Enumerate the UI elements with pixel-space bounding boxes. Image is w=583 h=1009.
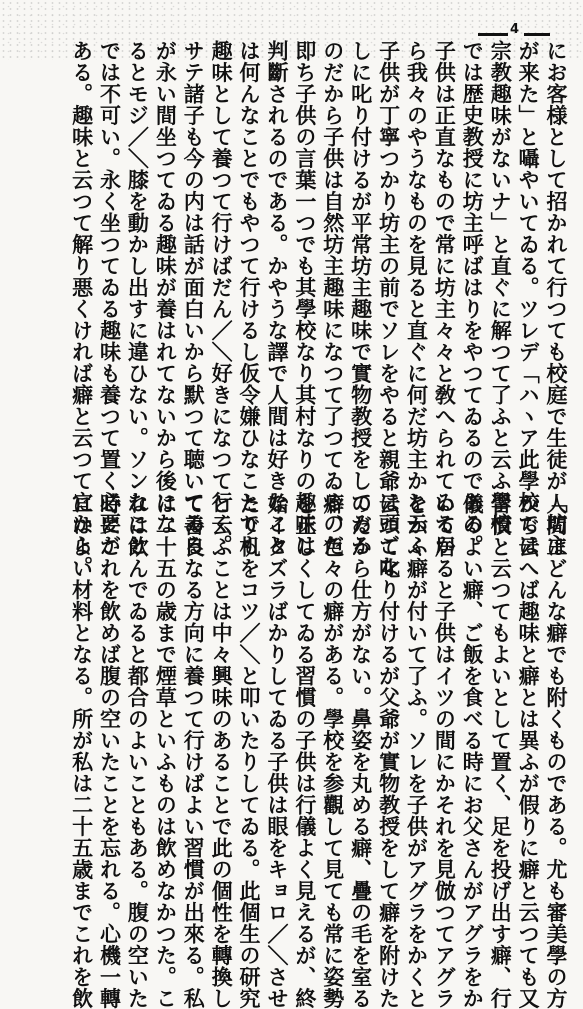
- text-column: 判斷されるのである。かやうな譯で人間は好きなこと: [264, 40, 290, 556]
- text-column: にはよい材料となる。所が私は二十五歳までこれを飲: [69, 493, 95, 1009]
- text-column: て善良なる方向に養つて行けばよい習慣が出來る。私: [181, 493, 207, 1009]
- header-rule-left: [478, 33, 508, 36]
- page-number: 4: [510, 22, 520, 37]
- text-column: では歴史教授に坊主呼ばはりをやつてゐるのである。: [460, 40, 486, 556]
- text-column: 即ち子供の言葉一つでも其學校なり其村なりの趣味は: [292, 40, 318, 556]
- text-column: 宗教趣味がないナ」と直ぐに解つて了ふと云ふ學校: [488, 40, 514, 535]
- text-column: 子供が丁寧つかり坊主の前でソレをやると親爺は頭ごな: [376, 40, 402, 578]
- text-column: をかく癖が付いて了ふ。ソレを子供がアグラをかくと: [404, 493, 430, 1009]
- text-column: たり机をコツ／＼と叩いたりしてゐる。此個生の研究: [237, 493, 263, 1009]
- text-column: るとモジ／＼膝を動かし出すに違ひない。ソンなこと: [125, 40, 151, 556]
- text-column: では不可い。永く坐つてゐる趣味も養つて置く必要が: [97, 40, 123, 556]
- text-column: 人間はどんな癖でも附くものである。尤も審美學の方: [544, 493, 569, 1009]
- header-rule-right: [524, 33, 550, 36]
- text-column: 時にこれを飲めば腹の空いたことを忘れる。心機一轉: [97, 493, 123, 1009]
- text-column: いて居ると子供はイツの間にかそれを見倣つてアグラ: [432, 493, 458, 1009]
- text-column: れは飲んでゐると都合のよいこともある。腹の空いた: [125, 493, 151, 1009]
- text-column: ら我々のやうなものを見ると直ぐに何だ坊主かと云ふ: [404, 40, 430, 556]
- text-column: しに叱り付けるが平常坊主趣味で實物教授をしてゐる: [348, 40, 374, 556]
- text-column: 習慣と云つてもよいとして置く、足を投げ出す癖、行: [488, 493, 514, 1009]
- text-column: にお客様として招かれて行つても校庭で生徒が「坊主: [544, 40, 569, 556]
- text-column: が来た」と囁やいてゐる。ツレデ「ハヽア此學校では: [516, 40, 542, 556]
- text-column: サテ諸子も今の内は話が面白いから默つて聴いてゐる: [181, 40, 207, 556]
- text-column: から云へば趣味と癖とは異ふが假りに癖と云つても又: [516, 493, 542, 1009]
- text-column: 子供は正直なもので常に坊主々々と敎へられてゐるか: [432, 40, 458, 556]
- text-column: を正しくしてゐる習慣の子供は行儀よく見えるが、終: [292, 493, 318, 1009]
- text-column: が永い間坐つてゐる趣味が養はれてないから後にな: [153, 40, 179, 535]
- text-column: と云ふことは中々興味のあることで此の個性を轉換し: [209, 493, 235, 1009]
- text-block-bottom: [0, 493, 570, 1009]
- text-column: 趣味として養つて行けばだん／＼好きになつて行く。: [209, 40, 235, 556]
- text-block-top: [0, 40, 570, 578]
- text-column: は二十五の歳まで煙草といふものは飲めなかつた。こ: [153, 493, 179, 1009]
- text-column: 始イタズラばかりしてゐる子供は眼をキョロ／＼させ: [264, 493, 290, 1009]
- text-column: 癖、色々の癖がある。學校を参觀して見ても常に姿勢: [320, 493, 346, 1009]
- text-column: は何んなことでもやつて行けるし仮令嫌ひなことでも: [237, 40, 263, 556]
- text-column: のだから仕方がない。鼻姿を丸める癖、疊の毛を室る: [348, 493, 374, 1009]
- text-column: 云つて叱り付けるが父爺が實物教授をして癖を附けた: [376, 493, 402, 1009]
- text-column: のだから子供は自然坊主趣味になつて了つてゐるのだ: [320, 40, 346, 556]
- text-column: 儀のよい癖、ご飯を食べる時にお父さんがアグラをか: [460, 493, 486, 1009]
- text-column: ある。趣味と云つて解り悪くければ癖と云つて宜から。: [69, 40, 95, 578]
